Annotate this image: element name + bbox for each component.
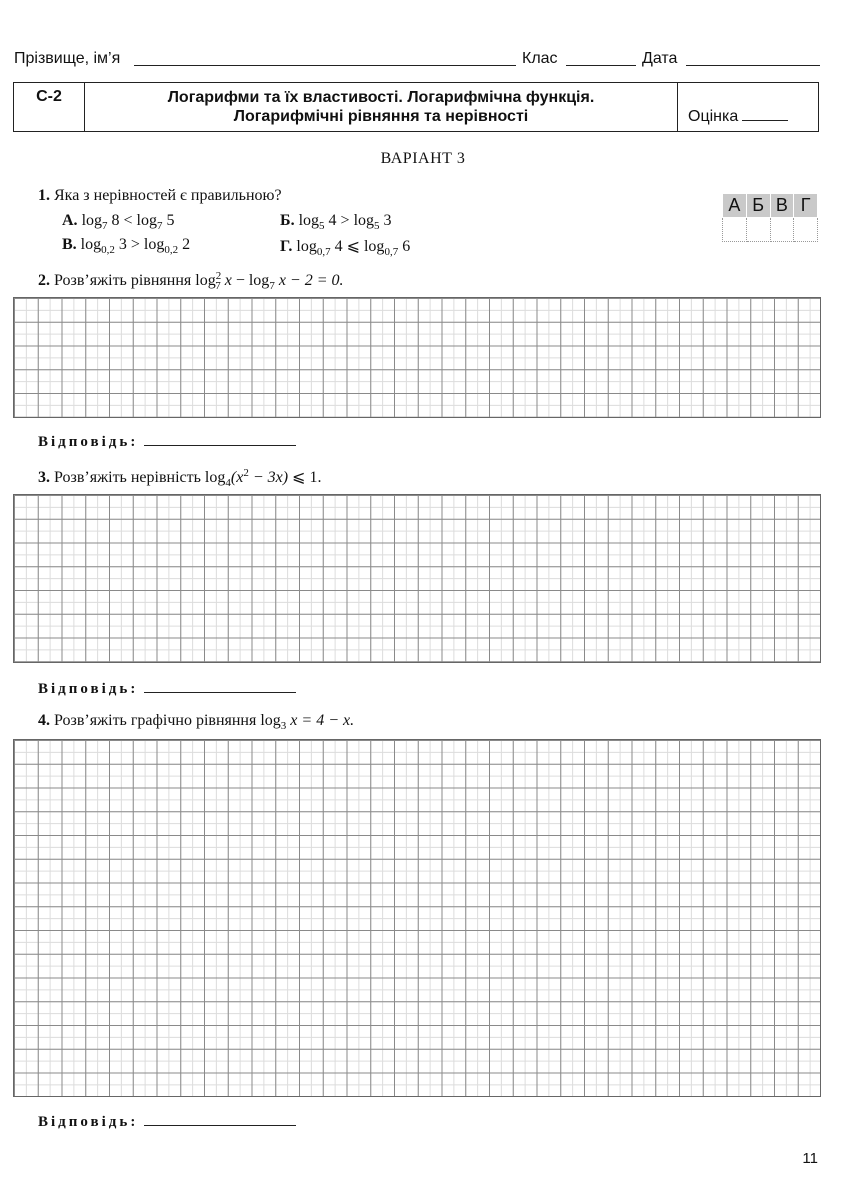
compare-sign: <: [123, 212, 133, 229]
log-base: 5: [374, 220, 380, 232]
grade-label: Оцінка: [688, 108, 739, 125]
log-arg: 2: [182, 236, 191, 253]
log-word: log: [248, 272, 270, 289]
x-power: 2: [243, 467, 249, 479]
log-base: 5: [319, 220, 325, 232]
task-2-statement: [38, 270, 344, 292]
log-arg: 4: [334, 238, 343, 255]
option-letter: В.: [62, 236, 77, 253]
task-4-statement: [38, 712, 354, 732]
answer-label: Відповідь:: [38, 434, 139, 450]
grade-cell: [678, 83, 818, 131]
answer-cell-d[interactable]: [794, 218, 818, 242]
date-label: Дата: [642, 50, 678, 67]
student-info-line: [14, 50, 820, 70]
compare-sign: >: [130, 236, 140, 253]
log-word: log: [260, 712, 281, 729]
class-field[interactable]: [566, 65, 636, 66]
work-grid-task-4[interactable]: [13, 739, 821, 1097]
answer-letter-b: Б: [746, 194, 770, 218]
answer-field-task-3[interactable]: [144, 692, 296, 693]
grade-field[interactable]: [742, 120, 788, 121]
answer-label: Відповідь:: [38, 681, 139, 697]
log-arg: 3: [118, 236, 127, 253]
task-1-option-a: А. $\log_7 8 < \log_7 5$: [62, 212, 175, 232]
task-2-text: Розв’яжіть рівняння: [54, 272, 192, 289]
log-arg: 8: [111, 212, 120, 229]
work-grid-task-2[interactable]: [13, 297, 821, 418]
log-arg-open: (x: [230, 469, 244, 486]
answer-cell-b[interactable]: [746, 218, 770, 242]
answer-letter-d: Г: [794, 194, 818, 218]
log-arg: 6: [402, 238, 411, 255]
title-table: [13, 82, 819, 132]
variant-heading: ВАРІАНТ 3: [380, 150, 466, 167]
work-grid-task-3[interactable]: [13, 494, 821, 663]
equation-tail: x = 4 − x.: [290, 712, 355, 729]
task-1-option-c: В. $\log_{0,2} 3 > \log_{0,2} 2$: [62, 236, 191, 256]
task-2-number: 2.: [38, 272, 50, 289]
log-base: 7: [157, 220, 163, 232]
answer-line-task-3: [38, 681, 296, 698]
compare-sign: ⩽: [346, 238, 360, 255]
minus-sign: −: [235, 272, 245, 289]
answer-letter-c: В: [770, 194, 794, 218]
class-label: Клас: [522, 50, 558, 67]
answer-cell-a[interactable]: [723, 218, 747, 242]
log-power: 2: [215, 270, 222, 282]
log-word: log: [195, 272, 216, 289]
log-base: 7: [215, 280, 221, 292]
log-base: 0,2: [101, 244, 115, 256]
variable-x: x: [224, 272, 232, 289]
topic-title: [85, 83, 678, 131]
equation-tail: x − 2 = 0.: [278, 272, 344, 289]
task-3-statement: [38, 467, 321, 489]
task-4-text: Розв’яжіть графічно рівняння: [54, 712, 257, 729]
task-3-text: Розв’яжіть нерівність: [54, 469, 201, 486]
answer-line-task-4: [38, 1114, 296, 1131]
inequality-tail: ⩽ 1.: [292, 469, 322, 486]
task-3-number: 3.: [38, 469, 50, 486]
log-base: 7: [102, 220, 108, 232]
answer-label: Відповідь:: [38, 1114, 139, 1130]
log-arg-rest: − 3x): [252, 469, 289, 486]
answer-letter-a: А: [723, 194, 747, 218]
topic-line-2: Логарифмічні рівняння та нерівності: [233, 108, 529, 125]
answer-field-task-2[interactable]: [144, 445, 296, 446]
log-base: 0,2: [164, 244, 179, 256]
compare-sign: >: [340, 212, 350, 229]
topic-line-1: Логарифми та їх властивості. Логарифмічна функція.: [167, 89, 595, 106]
name-label: Прізвище, ім’я: [14, 50, 121, 67]
option-letter: А.: [62, 212, 78, 229]
answer-line-task-2: [38, 434, 296, 451]
log-arg: 4: [328, 212, 337, 229]
log-base: 0,7: [384, 246, 399, 258]
log-base: 0,7: [316, 246, 331, 258]
date-field[interactable]: [686, 65, 820, 66]
option-letter: Г.: [280, 238, 293, 255]
log-word: log: [204, 469, 226, 486]
name-field[interactable]: [134, 65, 516, 66]
log-base: 3: [280, 720, 287, 732]
work-code: С-2: [14, 83, 85, 131]
task-4-number: 4.: [38, 712, 50, 729]
answer-cell-c[interactable]: [770, 218, 794, 242]
task-1-text: Яка з нерівностей є правильною?: [54, 187, 282, 204]
log-base: 4: [225, 477, 231, 489]
log-arg: 5: [166, 212, 175, 229]
answer-field-task-4[interactable]: [144, 1125, 296, 1126]
task-1-option-d: Г. $\log_{0,7} 4$ ⩽ $\log_{0,7} 6$: [280, 238, 411, 258]
page-number: 11: [802, 1150, 818, 1167]
task-1-number: 1.: [38, 187, 50, 204]
log-base: 7: [269, 280, 275, 292]
option-letter: Б.: [280, 212, 295, 229]
task-1-option-b: Б. $\log_5 4 > \log_5 3$: [280, 212, 392, 232]
task-1-question: [38, 187, 282, 205]
answer-choice-box: [722, 193, 818, 242]
log-arg: 3: [383, 212, 392, 229]
